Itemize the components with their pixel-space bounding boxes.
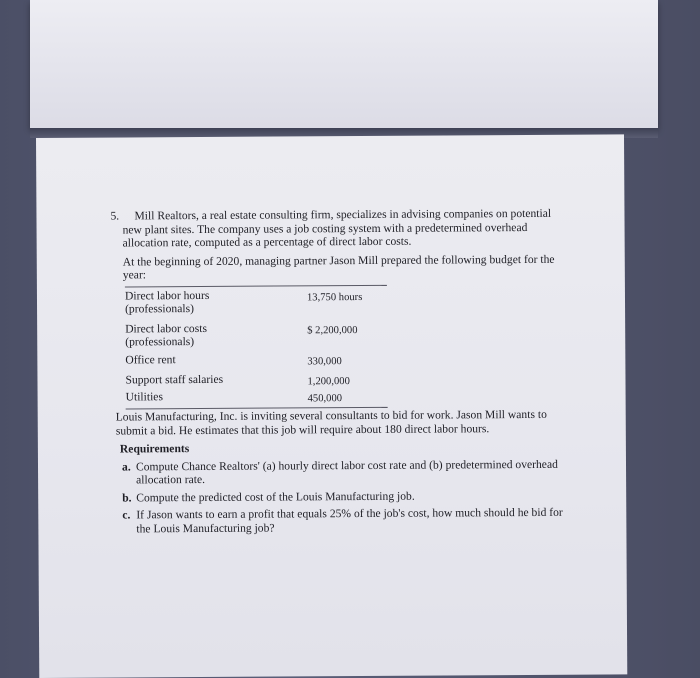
requirement-text: If Jason wants to earn a profit that equals 25% of the job's cost, how much should he bid for the Louis Manufacturing job?: [136, 505, 563, 535]
budget-intro: At the beginning of 2020, managing partner Jason Mill prepared the following budget for the year:: [122, 252, 555, 282]
budget-value: 330,000: [307, 355, 342, 367]
budget-value: 1,200,000: [307, 376, 350, 388]
document-page: [36, 134, 627, 678]
budget-row: [125, 320, 387, 349]
budget-label: Office rent: [125, 352, 176, 366]
problem-intro: [110, 207, 570, 250]
requirement-letter: b.: [122, 490, 132, 504]
budget-value: 450,000: [307, 392, 343, 404]
requirement-item: [112, 457, 572, 487]
requirement-text: Compute Chance Realtors' (a) hourly direct labor cost rate and (b) predetermined overhead allocation rate.: [135, 457, 558, 487]
budget-value: $ 2,200,000: [307, 324, 358, 336]
budget-value: 13,750 hours: [306, 291, 363, 303]
budget-row: [126, 388, 388, 406]
budget-row: [125, 372, 387, 390]
requirement-text: Compute the predicted cost of the Louis Manufacturing job.: [136, 489, 415, 504]
budget-label: Direct labor hours (professionals): [124, 288, 210, 316]
requirements-heading: Requirements: [119, 442, 190, 456]
requirement-letter: c.: [122, 508, 131, 522]
budget-row: [125, 287, 387, 316]
budget-label: Utilities: [125, 389, 163, 403]
problem-number: 5.: [110, 209, 120, 223]
job-description: Louis Manufacturing, Inc. is inviting several consultants to bid for work. Jason Mill wants to submit a bid. He estimates that this job will require about 180 direct labor hours.: [115, 407, 547, 438]
budget-label: Direct labor costs (professionals): [125, 321, 207, 349]
requirement-letter: a.: [121, 459, 131, 473]
problem-content: [110, 207, 572, 536]
previous-page: [30, 0, 658, 128]
problem-intro-text: Mill Realtors, a real estate consulting firm, specializes in advising companies on potential new plant sites. The company uses a job costing system with a predetermined overhead allocation rate, computed as a percentage of direct labor costs.: [122, 206, 552, 250]
requirement-item: [112, 506, 572, 536]
budget-label: Support staff salaries: [125, 372, 224, 387]
requirement-item: [112, 488, 572, 504]
budget-row: [125, 351, 387, 369]
budget-table: [125, 284, 388, 409]
